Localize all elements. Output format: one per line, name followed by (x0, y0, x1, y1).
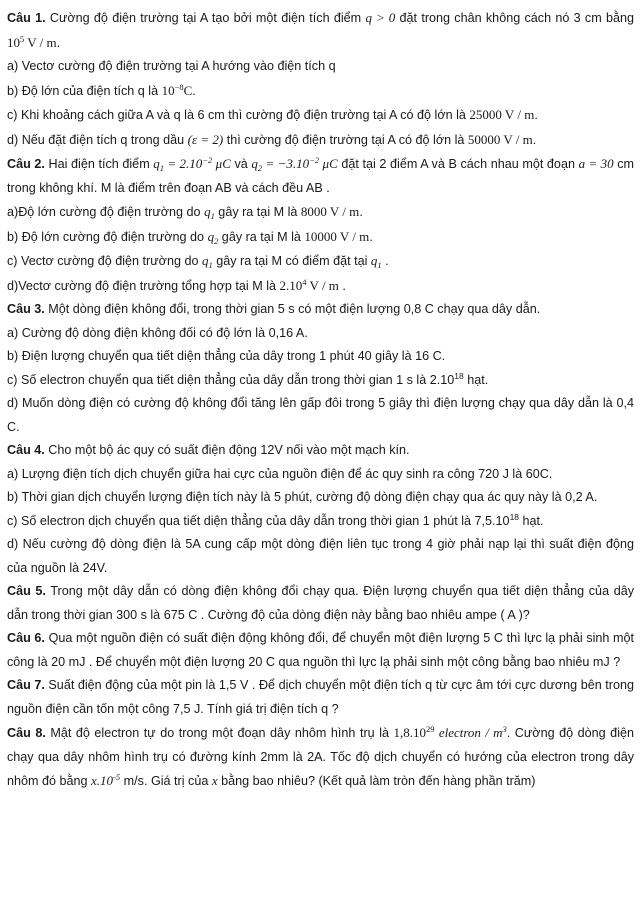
question-7: Câu 7. Suất điện động của một pin là 1,5 V . Để dịch chuyển một điện tích q từ cực âm tới cực dương bên trong nguồn điện cần tốn một công 7,5 J. Tính giá trị điện tích q ? (7, 678, 635, 716)
question-5-title: Câu 5. (7, 584, 46, 598)
question-6: Câu 6. Qua một nguồn điện có suất điện động không đổi, để chuyển một điện lượng 5 C thì lực lạ phải sinh một công là 20 mJ . Để chuyển một điện lượng 20 C qua nguồn thì lực lạ phải sinh một công bằng bao nhiêu mJ ? (7, 631, 635, 669)
question-6-title: Câu 6. (7, 631, 45, 645)
question-2-option-a: a)Độ lớn cường độ điện trường do $q_1$ gây ra tại M là 8000 V / m. (7, 204, 363, 221)
question-1-stem: Câu 1. Cường độ điện trường tại A tạo bởi một điện tích điểm q > 0 đặt trong chân không cách nó 3 cm bằng $10^5$ V / m. (7, 10, 634, 50)
question-1-option-b: b) Độ lớn của điện tích q là $10^{-8}C$. (7, 81, 196, 98)
question-1-option-c: c) Khi khoảng cách giữa A và q là 6 cm thì cường độ điện trường tại A có độ lớn là 25000 V / m. (7, 107, 538, 122)
question-4-option-b: b) Thời gian dịch chuyển lượng điện tích này là 5 phút, cường độ dòng điện chạy qua ác quy này là 0,2 A. (7, 490, 598, 504)
question-4-option-d: d) Nếu cường độ dòng điện là 5A cung cấp một dòng điện liên tục trong 4 giờ phải nạp lại thì suất điện động của nguồn là 24V. (7, 537, 634, 575)
question-4-title: Câu 4. (7, 443, 45, 457)
question-1-title: Câu 1. (7, 11, 46, 25)
question-3-option-d: d) Muốn dòng điện có cường độ không đổi tăng lên gấp đôi trong 5 giây thì điện lượng chạy qua dây dẫn là 0,4 C. (7, 396, 634, 434)
question-8: Câu 8. Mật độ electron tự do trong một đoạn dây nhôm hình trụ là 1,8.10$^{29}$ electron / $m^3$. Cường độ dòng điện chạy qua dây nhôm hình trụ có đường kính 2mm là 2A. Tốc độ dịch chuyển có hướng của electron trong dây nhôm đó bằng $x.10^{-5}$ m/s. Giá trị của x bằng bao nhiêu? (Kết quả làm tròn đến hàng phần trăm) (7, 724, 634, 788)
question-2-title: Câu 2. (7, 157, 45, 171)
question-3-stem: Câu 3. Một dòng điện không đổi, trong thời gian 5 s có một điện lượng 0,8 C chạy qua dây dẫn. (7, 302, 541, 316)
question-2-stem: Câu 2. Hai điện tích điểm $q_1 = 2.10^{-2}$ μC và $q_2 = -3.10^{-2}$ μC đặt tại 2 điểm A và B cách nhau một đoạn a = 30 cm trong không khí. M là điểm trên đoạn AB và cách đều AB . (7, 155, 634, 195)
question-8-title: Câu 8. (7, 726, 46, 740)
question-3-option-c: c) Số electron chuyển qua tiết diện thẳng của dây dẫn trong thời gian 1 s là 2.10$^{18}$ hạt. (7, 370, 489, 387)
question-4-option-c: c) Số electron dịch chuyển qua tiết diện thẳng của dây dẫn trong thời gian 1 phút là 7,5.10$^{18}$ hạt. (7, 511, 544, 528)
question-2-option-c: c) Vectơ cường độ điện trường do $q_1$ gây ra tại M có điểm đặt tại $q_1$ . (7, 253, 389, 270)
question-3-option-a: a) Cường độ dòng điện không đối có độ lớn là 0,16 A. (7, 325, 308, 340)
question-1-option-a: a) Vectơ cường độ điện trường tại A hướng vào điện tích q (7, 59, 336, 73)
question-2-option-d: d)Vectơ cường độ điện trường tổng hợp tại M là 2.10$^4$ V / m . (7, 276, 346, 293)
question-2-option-b: b) Độ lớn cường độ điện trường do $q_2$ gây ra tại M là 10000 V / m. (7, 228, 373, 246)
question-4-option-a: a) Lượng điện tích dịch chuyển giữa hai cực của nguồn điện để ác quy sinh ra công 720 J là 60C. (7, 466, 553, 481)
question-3-title: Câu 3. (7, 302, 45, 316)
question-5: Câu 5. Trong một dây dẫn có dòng điện không đổi chạy qua. Điện lượng chuyển qua tiết diện thẳng của dây dẫn trong thời gian 300 s là 675 C . Cường độ của dòng điện này bằng bao nhiêu ampe ( A )? (7, 584, 634, 622)
question-7-title: Câu 7. (7, 678, 45, 692)
question-1-option-d: d) Nếu đặt điện tích q trong dầu (ε = 2) thì cường độ điện trường tại A có độ lớn là 50000 V / m. (7, 131, 537, 147)
question-4-stem: Câu 4. Cho một bộ ác quy có suất điện động 12V nối vào một mạch kín. (7, 443, 410, 457)
question-3-option-b: b) Điện lượng chuyển qua tiết diện thẳng của dây trong 1 phút 40 giây là 16 C. (7, 349, 446, 363)
